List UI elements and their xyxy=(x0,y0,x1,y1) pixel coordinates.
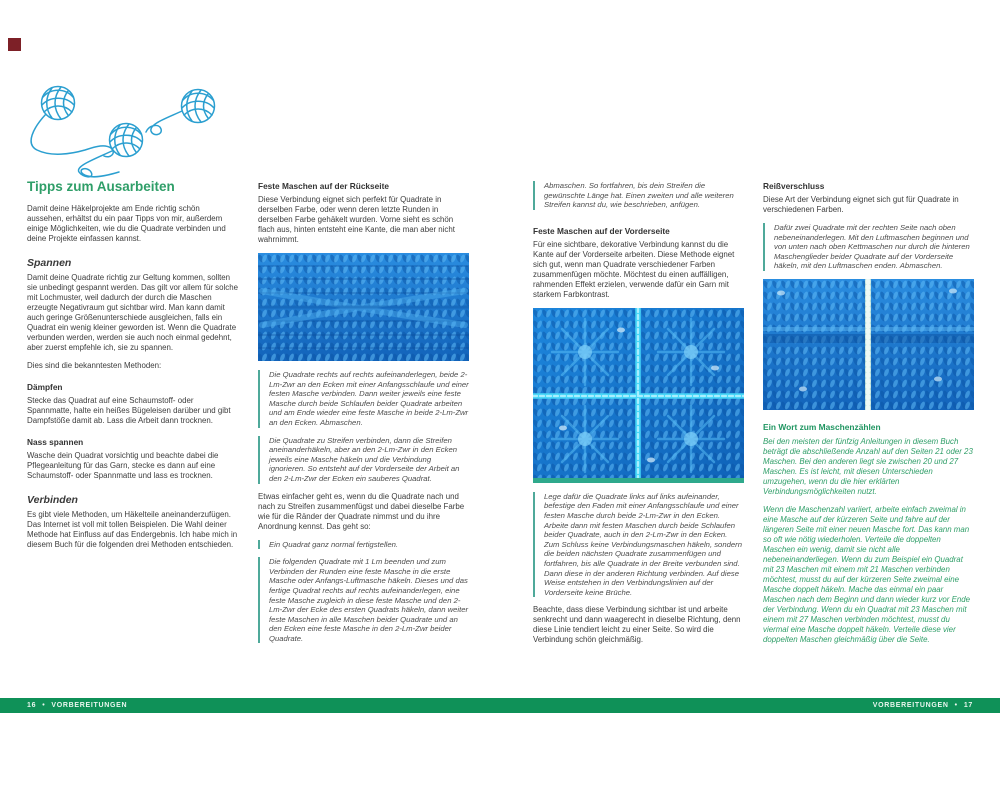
yarn-balls-illustration xyxy=(25,66,240,180)
beachte-paragraph: Beachte, dass diese Verbindung sichtbar ist und arbeite senkrecht und dann waagerecht in dieselbe Richtung, denn diese Linie tendiert leicht zu einer Seite. So wird die Verbindung schön gleichmäßig. xyxy=(533,605,741,645)
instruction-quote-3: Ein Quadrat ganz normal fertigstellen. xyxy=(258,540,469,550)
instruction-quote-continued: Abmaschen. So fortfahren, bis dein Streifen die gewünschte Länge hat. Einen zweiten und alle weiteren Streifen kannst du, wie beschrieben, anfügen. xyxy=(533,181,744,210)
instruction-quote-2: Die Quadrate zu Streifen verbinden, dann die Streifen aneinanderhäkeln, aber an den 2-Lm-Zwr in den Ecken jeweils eine Masche häkeln und die Verbindung ignorieren. So entsteht auf der Vorderseite der Arbeit an den 2-Lm-Zwr der Ecken ein sauberes Quadrat. xyxy=(258,436,469,484)
photo-back-join xyxy=(258,253,469,361)
footer-bullet-right: • xyxy=(954,702,958,709)
verbinden-paragraph: Es gibt viele Methoden, um Häkelteile aneinanderzufügen. Das Internet ist voll mit tollen Beispielen. Die Wahl deiner Methode hat Einfluss auf das Endergebnis. Ich habe mich in diesem Buch für die folgenden drei Methoden entschieden. xyxy=(27,510,238,549)
streifen-paragraph: Etwas einfacher geht es, wenn du die Quadrate nach und nach zu Streifen zusammenfügst und dabei dieselbe Farbe wie für die Ränder der Quadrate nimmst und du ihre Anordnung kennst. Das geht so: xyxy=(258,491,465,531)
subheading-feste-maschen-vorderseite: Feste Maschen auf der Vorderseite xyxy=(533,225,670,236)
footer-bullet-left: • xyxy=(42,702,46,709)
photo-front-join xyxy=(533,308,744,483)
subheading-reissverschluss: Reißverschluss xyxy=(763,181,825,191)
subheading-feste-maschen-rueckseite: Feste Maschen auf der Rückseite xyxy=(258,181,389,191)
subheading-nass-spannen: Nass spannen xyxy=(27,437,84,447)
left-page-number: 16 xyxy=(27,702,37,709)
nass-spannen-paragraph: Wasche dein Quadrat vorsichtig und beachte dabei die Pflegeanleitung für das Garn, stecke es dann auf eine Schaumstoff- oder Spannmatte und lass es trocknen. xyxy=(27,451,219,480)
spannen-paragraph: Damit deine Quadrate richtig zur Geltung kommen, sollten sie unbedingt gespannt werden. Das gilt vor allem für solche mit Lochmuster, weil dadurch der durch die Maschen erzeugte Negativraum gut sichtbar wird. Man kann damit auch geringe Größenunterschiede ausgleichen, falls ein Quadrat ein wenig kleiner geworden ist. Wenn die Quadrate verbunden werden, werden sie auch noch einmal gedehnt, aber zuerst empfehle ich, sie zu spannen. xyxy=(27,273,238,352)
footer-left xyxy=(27,702,127,709)
daempfen-paragraph: Stecke das Quadrat auf eine Schaumstoff- oder Spannmatte, halte ein heißes Bügeleisen darüber und gibt Dampfstöße damit ab. Lass die Arbeit dann trocknen. xyxy=(27,396,231,425)
column-3 xyxy=(533,181,744,653)
page-title: Tipps zum Ausarbeiten xyxy=(27,179,175,194)
instruction-quote-front: Lege dafür die Quadrate links auf links aufeinander, befestige den Faden mit einer Anfangsschlaufe und einer festen Masche durch beide 2-Lm-Zwr in den Ecken. Arbeite dann mit festen Maschen durch beide Schlaufen beider Quadrate, auch in den 2-Lm-Zwr in den Ecken. Zum Schluss keine Verbindungsmaschen häkeln, sondern die beiden nächsten Quadrate zusammenfügen und fortfahren, bis alle Quadrate in der Breite verbunden sind. Dann diese in der anderen Richtung verbinden. Auf diese Weise entstehen in den Verbindungslinien auf der Vorderseite keine Brüche. xyxy=(533,492,744,598)
instruction-quote-4: Die folgenden Quadrate mit 1 Lm beenden und zum Verbinden der Runden eine feste Masche in die erste Masche oder Anfangs-Luftmasche häkeln. Dieses und das fertige Quadrat rechts auf rechts aufeinanderlegen, eine feste Masche zugleich in diese feste Masche und den 2-Lm-Zwr der Ecke des ersten Quadrats häkeln, dann weiter feste Maschen in alle Maschen beider Quadrate und an den Ecken eine feste Masche in den 2-Lm-Zwr beider Quadrate. xyxy=(258,557,469,643)
corner-mark xyxy=(8,38,21,51)
instruction-quote-zipper: Dafür zwei Quadrate mit der rechten Seite nach oben nebeneinanderlegen. Mit den Luftmaschen beginnen und von unten nach oben Kettmaschen nur durch die hinteren Maschenglieder beider Quadrate auf der Vorderseite häkeln, mit den Luftmaschen enden. Abmaschen. xyxy=(763,223,974,271)
maschenzaehlen-paragraph-1: Bei den meisten der fünfzig Anleitungen in diesem Buch beträgt die abschließende Anzahl auf den Seiten 21 oder 23 Maschen. Bei den anderen liegt sie zwischen 20 und 27 Maschen. Es ist leicht, mit diesen Unterschieden umzugehen, wenn du die hier erklärten Verbindungsmöglichkeiten nutzt. xyxy=(763,436,973,496)
left-section-label: VORBEREITUNGEN xyxy=(51,702,128,709)
maschenzaehlen-paragraph-2: Wenn die Maschenzahl variiert, arbeite einfach zweimal in eine Masche auf der kürzeren Seite und fahre auf der längeren Seite mit einer neuen Masche fort. Das kann man so oft wie nötig wiederholen. Verteile die doppelten Maschen ein wenig, damit sie nicht alle nebeneinanderliegen. Wenn du zum Beispiel ein Quadrat mit 23 Maschen mit einem mit 21 Maschen verbinden möchtest, musst du auf der kürzeren Seite zweimal eine Masche doppelt häkeln. Mache das einmal ein paar Maschen nach dem Beginn und dann wieder kurz vor Ende der Verbindung. Wenn du ein Quadrat mit 23 Maschen mit einem mit 27 Maschen verbinden möchtest, musst du viermal eine Masche doppelt häkeln. Verteile diese vier doppelten Maschen gleichmäßig über die Seite. xyxy=(763,504,971,644)
column-2 xyxy=(258,181,469,651)
section-heading-spannen: Spannen xyxy=(27,257,72,269)
methods-lead: Dies sind die bekanntesten Methoden: xyxy=(27,361,162,370)
subheading-maschenzaehlen: Ein Wort zum Maschenzählen xyxy=(763,421,881,432)
page-footer xyxy=(0,698,1000,713)
reissverschluss-paragraph: Diese Art der Verbindung eignet sich gut für Quadrate in verschiedenen Farben. xyxy=(763,195,959,214)
column-4 xyxy=(763,181,974,653)
right-page-number: 17 xyxy=(963,702,973,709)
instruction-quote-1: Die Quadrate rechts auf rechts aufeinanderlegen, beide 2-Lm-Zwr an den Ecken mit einer Anfangsschlaufe und einer festen Masche verbinden. Dann weiter jeweils eine feste Masche durch beide Schlaufen beider Quadrate arbeiten und am Ende wieder eine feste Masche in beide 2-Lm-Zwr an den Ecken. Abmaschen. xyxy=(258,370,469,428)
right-section-label: VORBEREITUNGEN xyxy=(872,702,949,709)
section-heading-verbinden: Verbinden xyxy=(27,494,78,506)
rueckseite-paragraph: Diese Verbindung eignet sich perfekt für Quadrate in derselben Farbe, oder wenn deren letzte Runden in derselben Farbe gehäkelt wurden. Vorne sieht es schön flach aus, hinten entsteht eine Kante, die man aber nicht wahrnimmt. xyxy=(258,195,455,244)
intro-paragraph: Damit deine Häkelprojekte am Ende richtig schön aussehen, erhältst du ein paar Tipps von mir, außerdem einige Möglichkeiten, wie du die Quadrate verbinden und deine Projekte einfassen kannst. xyxy=(27,204,226,243)
footer-right xyxy=(873,702,973,709)
photo-zipper-join xyxy=(763,279,974,410)
vorderseite-paragraph: Für eine sichtbare, dekorative Verbindung kannst du die Kante auf der Vorderseite arbeiten. Diese Methode eignet sich gut, wenn man Quadrate verschiedener Farben zusammenfügen möchte. Möchtest du einen auffälligen, rahmenden Effekt erzielen, verwende dafür ein Garn mit starkem Farbkontrast. xyxy=(533,239,735,299)
column-1 xyxy=(27,179,238,558)
subheading-daempfen: Dämpfen xyxy=(27,382,63,392)
